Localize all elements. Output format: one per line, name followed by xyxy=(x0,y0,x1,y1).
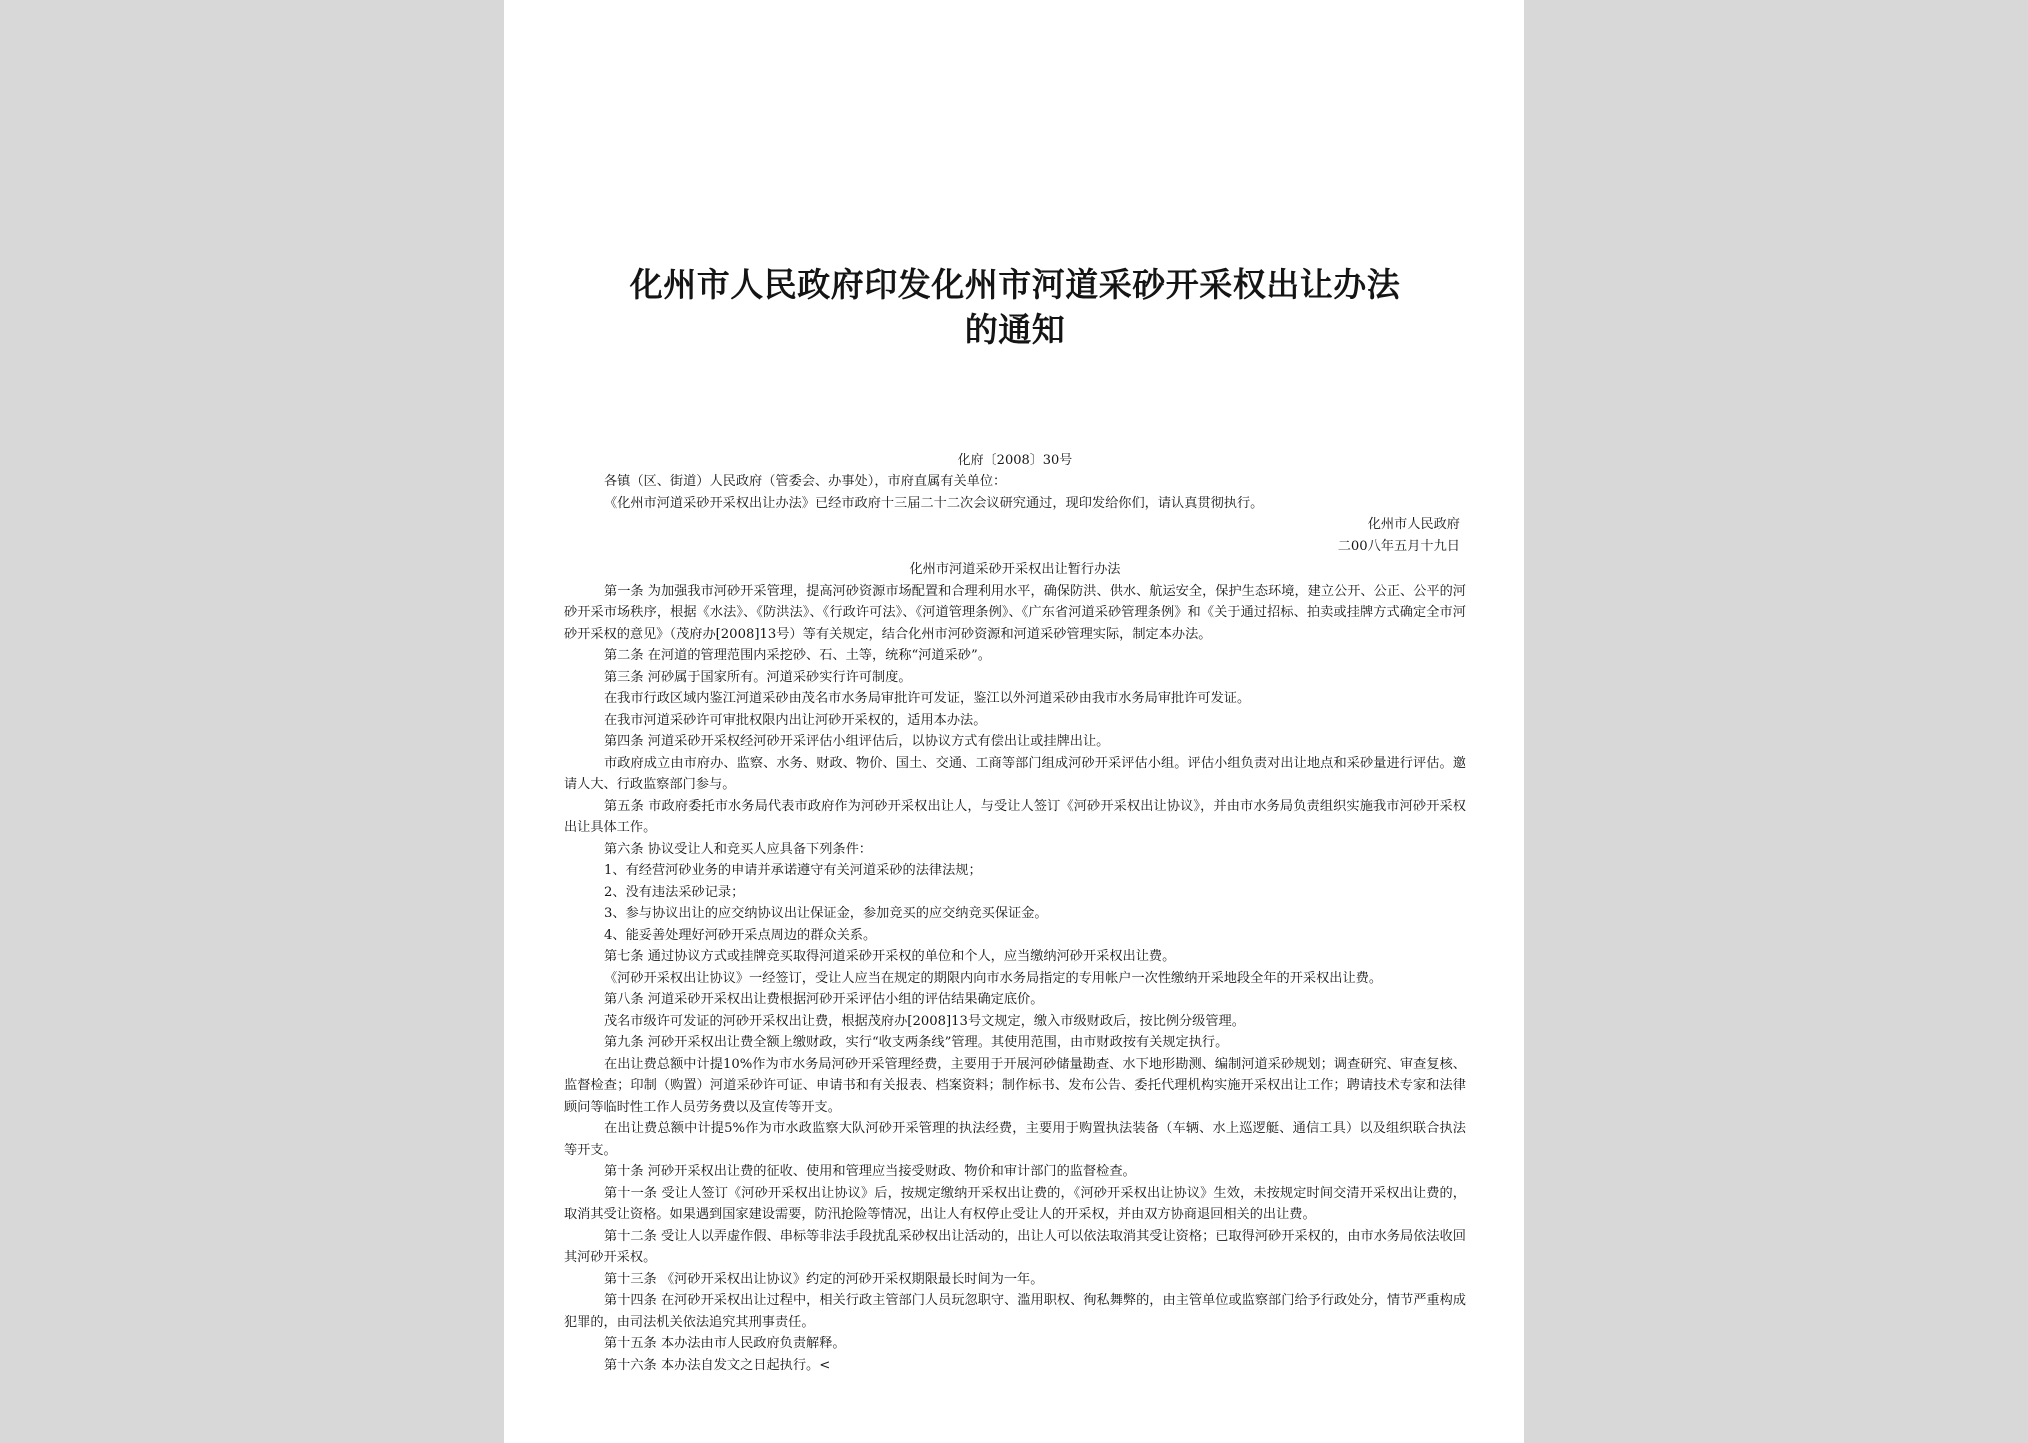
addressee: 各镇（区、街道）人民政府（管委会、办事处），市府直属有关单位： xyxy=(604,474,1007,489)
paragraph: 1、有经营河砂业务的申请并承诺遵守有关河道采砂的法律法规； xyxy=(604,863,982,878)
paragraph: 在出让费总额中计提5%作为市水政监察大队河砂开采管理的执法经费，主要用于购置执法装备（车辆、水上巡逻艇、通信工具）以及组织联合执法等开支。 xyxy=(564,1121,1466,1158)
paragraph: 在我市行政区域内鉴江河道采砂由茂名市水务局审批许可发证，鉴江以外河道采砂由我市水务局审批许可发证。 xyxy=(604,691,1251,706)
issuer: 化州市人民政府 xyxy=(1367,517,1460,532)
paragraph: 第三条 河砂属于国家所有。河道采砂实行许可制度。 xyxy=(604,669,912,685)
paragraph: 《河砂开采权出让协议》一经签订，受让人应当在规定的期限内向市水务局指定的专用帐户一次性缴纳开采地段全年的开采权出让费。 xyxy=(604,970,1383,986)
title-line-1: 化州市人民政府印发化州市河道采砂开采权出让办法 xyxy=(629,265,1401,304)
paragraph: 第十三条 《河砂开采权出让协议》约定的河砂开采权期限最长时间为一年。 xyxy=(604,1271,1044,1287)
paragraph: 第十五条 本办法由市人民政府负责解释。 xyxy=(604,1336,846,1351)
measures-body xyxy=(564,581,1466,1377)
paragraph: 第九条 河砂开采权出让费全额上缴财政，实行“收支两条线”管理。其使用范围，由市财政按有关规定执行。 xyxy=(604,1035,1229,1050)
paragraph: 第七条 通过协议方式或挂牌竞买取得河道采砂开采权的单位和个人，应当缴纳河砂开采权出让费。 xyxy=(604,949,1176,964)
paragraph: 第八条 河道采砂开采权出让费根据河砂开采评估小组的评估结果确定底价。 xyxy=(604,992,1044,1007)
paragraph: 第六条 协议受让人和竞买人应具备下列条件： xyxy=(604,841,872,857)
measures-title: 化州市河道采砂开采权出让暂行办法 xyxy=(909,562,1121,577)
paragraph: 在出让费总额中计提10%作为市水务局河砂开采管理经费，主要用于开展河砂储量勘查、水下地形勘测、编制河道采砂规划；调查研究、审查复核、监督检查；印制（购置）河道采砂许可证、申请书和有关报表、档案资料；制作标书、发布公告、委托代理机构实施开采权出让工作；聘请技术专家和法律顾问等临时性工作人员劳务费以及宣传等开支。 xyxy=(564,1056,1466,1115)
intro-paragraph: 《化州市河道采砂开采权出让办法》已经市政府十三届二十二次会议研究通过，现印发给你们，请认真贯彻执行。 xyxy=(604,495,1264,511)
paragraph: 第二条 在河道的管理范围内采挖砂、石、土等，统称“河道采砂”。 xyxy=(604,648,991,663)
paragraph: 3、参与协议出让的应交纳协议出让保证金，参加竞买的应交纳竞买保证金。 xyxy=(604,906,1048,921)
paragraph: 第十二条 受让人以弄虚作假、串标等非法手段扰乱采砂权出让活动的，出让人可以依法取消其受让资格；已取得河砂开采权的，由市水务局依法收回其河砂开采权。 xyxy=(564,1228,1466,1265)
paragraph: 第十一条 受让人签订《河砂开采权出让协议》后，按规定缴纳开采权出让费的，《河砂开采权出让协议》生效，未按规定时间交清开采权出让费的，取消其受让资格。如果遇到国家建设需要，防汛抢险等情况，出让人有权停止受让人的开采权，并由双方协商退回相关的出让费。 xyxy=(564,1185,1466,1222)
paragraph: 市政府成立由市府办、监察、水务、财政、物价、国土、交通、工商等部门组成河砂开采评估小组。评估小组负责对出让地点和采砂量进行评估。邀请人大、行政监察部门参与。 xyxy=(564,755,1466,792)
paragraph: 2、没有违法采砂记录； xyxy=(604,884,745,900)
paragraph: 第一条 为加强我市河砂开采管理，提高河砂资源市场配置和合理利用水平，确保防洪、供水、航运安全，保护生态环境，建立公开、公正、公平的河砂开采市场秩序，根据《水法》、《防洪法》、《行政许可法》、《河道管理条例》、《广东省河道采砂管理条例》和《关于通过招标、拍卖或挂牌方式确定全市河砂开采权的意见》（茂府办[2008]13号）等有关规定，结合化州市河砂资源和河道采砂管理实际，制定本办法。 xyxy=(564,583,1466,642)
paragraph: 在我市河道采砂许可审批权限内出让河砂开采权的，适用本办法。 xyxy=(604,712,987,728)
paragraph: 第十条 河砂开采权出让费的征收、使用和管理应当接受财政、物价和审计部门的监督检查。 xyxy=(604,1164,1136,1179)
paragraph: 第五条 市政府委托市水务局代表市政府作为河砂开采权出让人，与受让人签订《河砂开采权出让协议》，并由市水务局负责组织实施我市河砂开采权出让具体工作。 xyxy=(564,798,1466,835)
paragraph: 第四条 河道采砂开采权经河砂开采评估小组评估后，以协议方式有偿出让或挂牌出让。 xyxy=(604,734,1110,749)
paragraph: 茂名市级许可发证的河砂开采权出让费，根据茂府办[2008]13号文规定，缴入市级财政后，按比例分级管理。 xyxy=(604,1013,1245,1029)
document-title xyxy=(564,262,1466,352)
paragraph: 第十四条 在河砂开采权出让过程中，相关行政主管部门人员玩忽职守、滥用职权、徇私舞弊的，由主管单位或监察部门给予行政处分，情节严重构成犯罪的，由司法机关依法追究其刑事责任。 xyxy=(564,1293,1466,1330)
issue-date: 二00八年五月十九日 xyxy=(1337,538,1460,554)
document-page xyxy=(504,0,1524,1443)
document-number: 化府〔2008〕30号 xyxy=(957,453,1073,468)
paragraph: 4、能妥善处理好河砂开采点周边的群众关系。 xyxy=(604,927,877,943)
paragraph: 第十六条 本办法自发文之日起执行。< xyxy=(604,1357,831,1373)
title-line-2: 的通知 xyxy=(964,310,1066,349)
